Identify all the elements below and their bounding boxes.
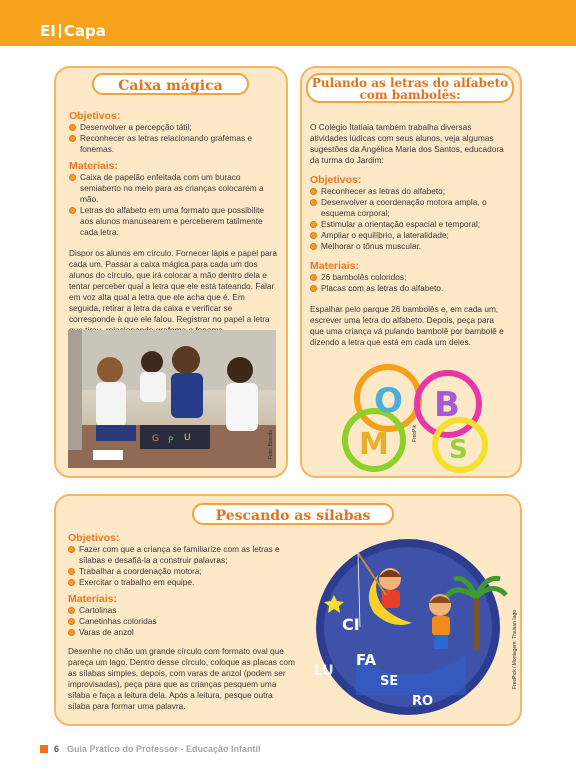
card3-materials-head: Materiais:	[68, 593, 118, 605]
list-item: Trabalhar a coordenação motora;	[68, 566, 296, 577]
card1-title: Caixa mágica	[118, 78, 223, 94]
card2-title-box	[306, 73, 514, 103]
list-item: Desenvolver a percepção tátil;	[69, 122, 277, 133]
list-item: Placas com as letras do alfabeto.	[310, 283, 510, 294]
children-photo	[68, 330, 276, 468]
fishing-credit: FreePick / Montagem: Thaisan Iago	[512, 610, 518, 690]
card3-body: Desenhe no chão um grande círculo com formato oval que pareça um lago. Dentro desse círculo, coloque as placas com as sílabas simples, depois, com varas de anzol (podem ser improvisadas), peça para que as crianças pesquem uma sílaba e faça a leitura dela. Após a leitura, pesque outra sílaba para formar uma palavra.	[68, 646, 295, 711]
card1-objectives-head: Objetivos:	[69, 110, 121, 122]
section-label	[40, 22, 106, 40]
list-item: Exercitar o trabalho em equipe.	[68, 577, 296, 588]
list-item: Canetinhas coloridas	[68, 616, 296, 627]
card3-title: Pescando as sílabas	[215, 508, 371, 524]
card1-materials-head: Materiais:	[69, 160, 119, 172]
card3-content	[68, 532, 296, 712]
card2-objectives-head: Objetivos:	[310, 174, 362, 186]
syllable-lu: LU	[314, 663, 334, 679]
list-item: Fazer com que a criança se familiarize com as letras e sílabas e desafiá-la a construir palavras;	[68, 544, 296, 566]
hoop-letter: B	[434, 385, 460, 425]
list-item: Reconhecer as letras relacionando grafemas e fonemas.	[69, 133, 277, 155]
card3-objectives-head: Objetivos:	[68, 532, 120, 544]
syllable-se: SE	[380, 674, 399, 689]
card1-body: Dispor os alunos em círculo. Fornecer lápis e papel para cada um. Passar a caixa mágica para cada um dos alunos do círculo, que irá colocar a mão dentro dela e tentar perceber qual a letra que ele está tateando. Falar em voz alta qual a letra que ele acha que é. Em seguida, retirar a letra da caixa e verificar se corresponde à que ele falou. Registrar no papel a letra	[69, 248, 277, 324]
divider	[59, 24, 61, 38]
syllable-fa: FA	[356, 651, 377, 669]
photo-credit: Foto: Bossita	[268, 430, 274, 460]
list-item: Caixa de papelão enfeitada com um buraco semiaberto no meio para as crianças colocarem a mão.	[69, 172, 277, 205]
list-item: Desenvolver a coordenação motora ampla, o esquema corporal;	[310, 197, 510, 219]
syllable-ci: CI	[342, 615, 360, 634]
children-illustration	[68, 330, 276, 468]
card1-content	[69, 110, 277, 336]
list-item: Melhorar o tônus muscular.	[310, 241, 510, 252]
card2-content	[310, 122, 510, 348]
hoop-letter: O	[374, 381, 403, 421]
list-item: Estimular a orientação espacial e temporal;	[310, 219, 510, 230]
hoop-letter: S	[449, 435, 468, 465]
hoops-credit: FreePik	[412, 425, 418, 443]
list-item: Ampliar o equilíbrio, a lateralidade;	[310, 230, 510, 241]
list-item: Reconhecer as letras do alfabeto;	[310, 186, 510, 197]
list-item: Cartolinas	[68, 605, 296, 616]
card2-body: Espalhar pelo parque 26 bambolês e, em cada um, escrever uma letra do alfabeto. Depois, peça para que uma criança vá pulando bambolê por bambolê e dizendo a letra que está em cada um deles.	[310, 304, 504, 347]
card2-title-line2: com bambolês:	[359, 88, 461, 102]
footer-square-icon	[40, 745, 48, 753]
top-bar	[0, 0, 576, 46]
list-item: 26 bambolês coloridos;	[310, 272, 510, 283]
list-item: Letras do alfabeto em uma formato que possibilite aos alunos manusearem e perceberem tatilmente cada letra.	[69, 205, 277, 238]
card2-intro: O Colégio Itatiaia também trabalha diversas atividades lúdicas com seus alunos, veja algumas sugestões da Angélica Maria dos Santos, educadora da turma do Jardim:	[310, 122, 504, 165]
svg-text:U: U	[184, 433, 191, 443]
section-name: Capa	[63, 22, 106, 40]
card2-title-line1: Pulando as letras do alfabeto	[311, 76, 509, 90]
hoop-letter: M	[359, 427, 389, 462]
svg-text:G: G	[152, 434, 159, 444]
card2-materials-head: Materiais:	[310, 260, 360, 272]
hoops-illustration	[336, 360, 506, 472]
page-number: 6	[54, 744, 60, 754]
footer-title: Guia Prático do Professor - Educação Infantil	[67, 744, 261, 754]
fishing-illustration	[316, 535, 512, 720]
page-footer	[40, 744, 261, 754]
card3-title-box	[192, 503, 394, 525]
list-item: Varas de anzol	[68, 627, 296, 638]
section-code: EI	[40, 22, 56, 40]
svg-text:P: P	[168, 436, 174, 446]
card1-title-box	[92, 73, 249, 95]
syllable-ro: RO	[412, 694, 434, 709]
